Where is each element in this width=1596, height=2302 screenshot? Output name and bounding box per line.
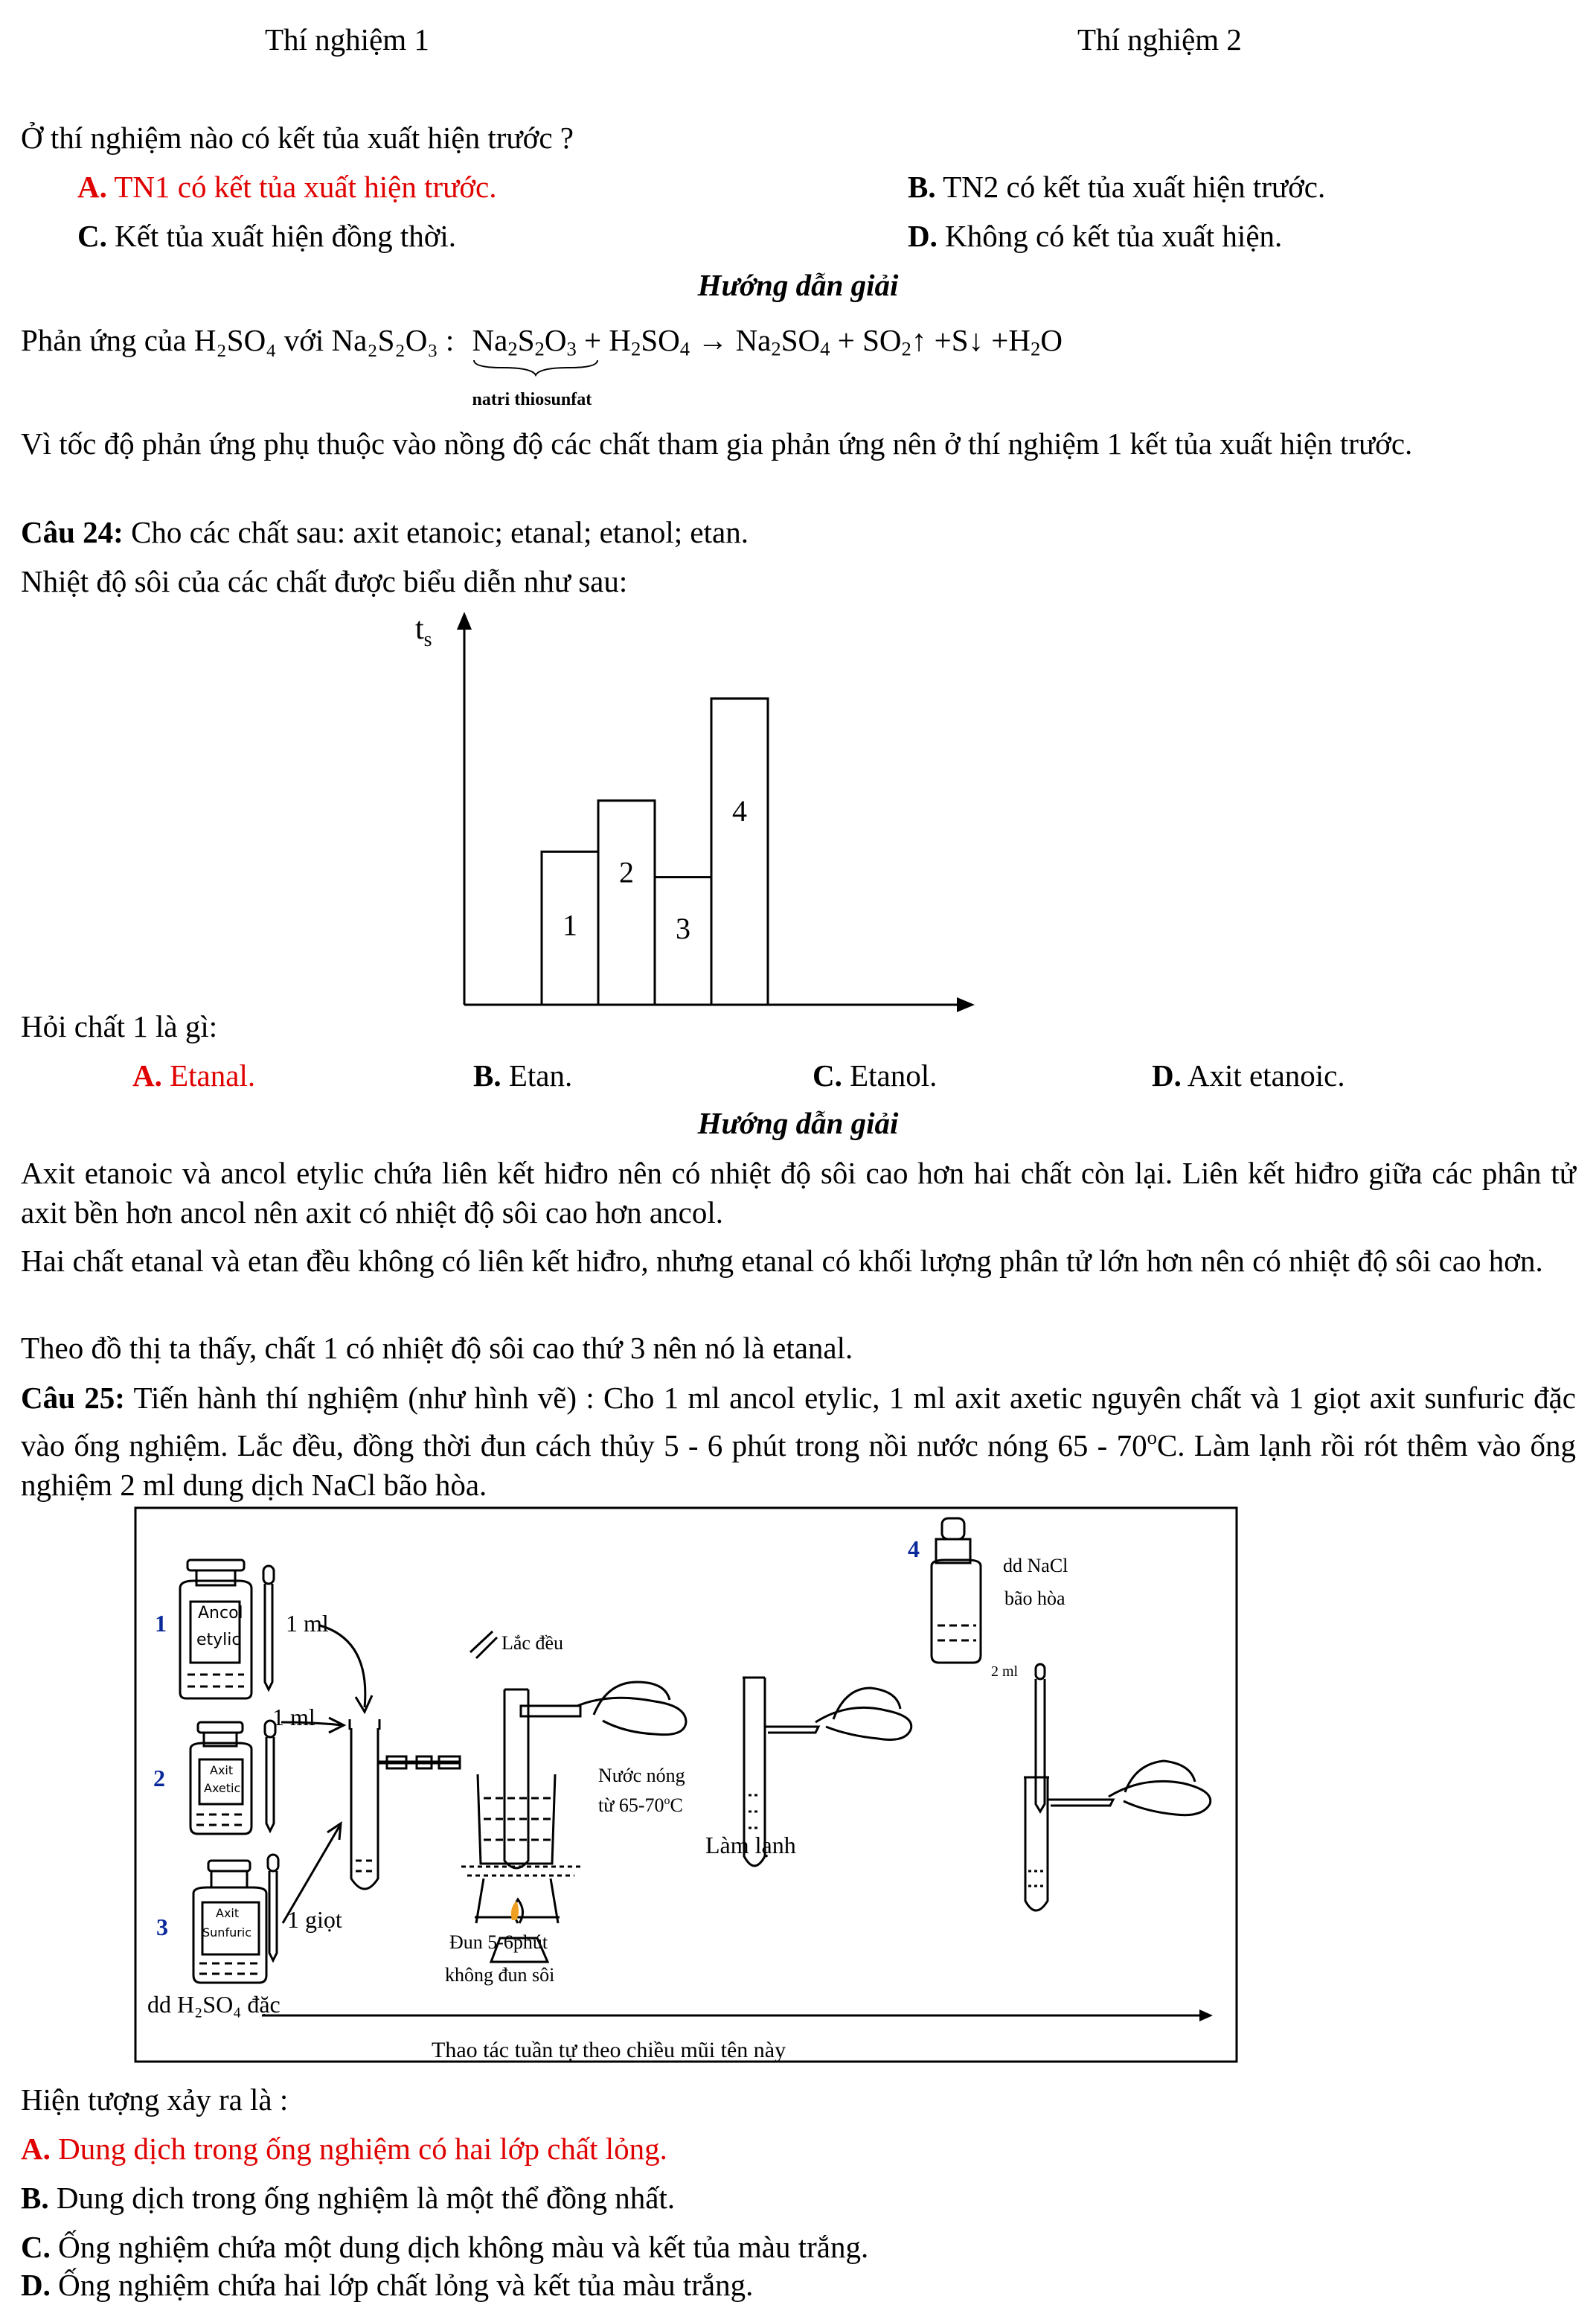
drop-label: 1 giọt — [287, 1906, 342, 1933]
chart-bar-label-3: 3 — [676, 911, 690, 945]
chart-bar-4 — [711, 699, 768, 1005]
chart-y-arrow — [457, 612, 472, 630]
acetic-acid-bottle-icon — [190, 1721, 275, 1834]
figure-num-2: 2 — [153, 1765, 165, 1791]
chart-axes — [457, 612, 975, 1012]
cool-label: Làm lạnh — [705, 1832, 796, 1858]
chart-bar-label-4: 4 — [732, 794, 747, 828]
header-exp1: Thí nghiệm 1 — [265, 22, 429, 57]
reaction-note: natri thiosunfat — [472, 390, 592, 409]
nacl-label-2: bão hòa — [1004, 1588, 1065, 1609]
h2so4-label-2: Sunfuric — [202, 1925, 252, 1940]
chart-bar-label-2: 2 — [619, 855, 634, 889]
heat-label-1: Đun 5-6phút — [449, 1931, 548, 1953]
nacl-ml-label: 2 ml — [991, 1663, 1019, 1680]
shake-mark-icon — [470, 1631, 497, 1658]
axit-label-1: Axit — [210, 1763, 234, 1777]
q25-option-d: D. Ống nghiệm chứa hai lớp chất lỏng và kết tủa màu trắng. — [21, 2268, 754, 2302]
acid-label: dd H₂SO₄ đặc — [147, 1991, 281, 2018]
q23-reaction: Phản ứng của H₂SO₄ với Na₂S₂O₃ : $Na_2S_2O_3$ natri thiosunfat + $H_2SO_4 \to Na_2SO_4$ + $SO_2↑$ +S↓ $+H_2O$ — [21, 322, 1063, 368]
chart-ylabel: $t_s$ — [415, 612, 432, 651]
q24-ask: Hỏi chất 1 là gì: — [21, 1009, 218, 1043]
q23-option-b: B. TN2 có kết tủa xuất hiện trước. — [908, 170, 1326, 204]
ancol-bottle-icon — [180, 1560, 274, 1698]
q23-explain: Vì tốc độ phản ứng phụ thuộc vào nồng độ các chất tham gia phản ứng nên ở thí nghiệm 1 kết tủa xuất hiện trước. — [21, 426, 1413, 461]
q24-explain-1: Axit etanoic và ancol etylic chứa liên kết hiđro nên có nhiệt độ sôi cao hơn hai chất còn lại. Liên kết hiđro giữa các phân tử axit bền hơn ancol nên axit có nhiệt độ sôi cao hơn ancol. — [21, 1156, 1576, 1230]
q25-option-a: A. Dung dịch trong ống nghiệm có hai lớp chất lỏng. — [21, 2132, 667, 2166]
q24-option-c: C. Etanol. — [813, 1058, 938, 1093]
q25-ask: Hiện tượng xảy ra là : — [21, 2082, 289, 2117]
q25-option-c: C. Ống nghiệm chứa một dung dịch không màu và kết tủa màu trắng. — [21, 2230, 869, 2264]
axit-label-2: Axetic — [204, 1781, 241, 1795]
header-exp2: Thí nghiệm 2 — [1077, 22, 1242, 57]
hot-label-2: từ 65-70$^o$C — [598, 1794, 683, 1816]
hot-label-1: Nước nóng — [598, 1765, 685, 1786]
q24-option-a: A. Etanal. — [132, 1058, 256, 1093]
ancol-label-2: etylic — [196, 1631, 241, 1649]
q25-option-b: B. Dung dịch trong ống nghiệm là một thể đồng nhất. — [21, 2181, 676, 2215]
figure-num-4: 4 — [908, 1535, 920, 1562]
final-tube-icon — [1024, 1761, 1211, 1911]
chart-x-arrow — [957, 997, 975, 1012]
q25-stem: Câu 25: Tiến hành thí nghiệm (như hình vẽ) : Cho 1 ml ancol etylic, 1 ml axit axetic nguyên chất và 1 giọt axit sunfuric đặc vào ống nghiệm. Lắc đều, đồng thời đun cách thủy 5 - 6 phút trong nồi nước nóng 65 - 70$^o$C. Làm lạnh rồi rót thêm vào ống nghiệm 2 ml dung dịch NaCl bão hòa. — [21, 1381, 1577, 1502]
heat-label-2: không đun sôi — [445, 1964, 555, 1986]
q24-stem: Câu 24: Cho các chất sau: axit etanoic; etanal; etanol; etan. — [21, 515, 749, 549]
ancol-label-1: Ancol — [198, 1604, 243, 1622]
figure-num-3: 3 — [156, 1913, 168, 1940]
q23-guide-title: Hướng dẫn giải — [697, 268, 899, 302]
experiment-figure — [134, 1506, 1238, 2063]
chart-bar-2 — [598, 801, 655, 1005]
q23-option-a: A. TN1 có kết tủa xuất hiện trước. — [77, 170, 497, 204]
q23-option-d: D. Không có kết tủa xuất hiện. — [908, 219, 1283, 253]
q24-guide-title: Hướng dẫn giải — [697, 1106, 899, 1140]
q24-option-d: D. Axit etanoic. — [1152, 1058, 1345, 1093]
chart-bars — [542, 699, 768, 1005]
q24-option-b: B. Etan. — [473, 1058, 573, 1093]
sequence-label: Thao tác tuần tự theo chiều mũi tên này — [432, 2038, 786, 2062]
q23-question: Ở thí nghiệm nào có kết tủa xuất hiện trước ? — [21, 121, 574, 155]
q23-option-c: C. Kết tủa xuất hiện đồng thời. — [77, 219, 457, 253]
shake-label: Lắc đều — [501, 1632, 564, 1654]
reaction-equation: $Na_2S_2O_3$ natri thiosunfat + $H_2SO_4 \to Na_2SO_4$ + $SO_2↑$ +S↓ $+H_2O$ — [472, 323, 1063, 357]
arrow-1-icon — [320, 1625, 365, 1707]
figure-num-1: 1 — [155, 1610, 167, 1637]
q24-explain-3: Theo đồ thị ta thấy, chất 1 có nhiệt độ sôi cao thứ 3 nên nó là etanal. — [21, 1331, 853, 1365]
q24-line2: Nhiệt độ sôi của các chất được biểu diễn như sau: — [21, 564, 628, 598]
q24-explain-2: Hai chất etanal và etan đều không có liên kết hiđro, nhưng etanal có khối lượng phân tử lớn hơn nên có nhiệt độ sôi cao hơn. — [21, 1244, 1543, 1278]
chart-bar-label-1: 1 — [563, 908, 577, 942]
h2so4-label-1: Axit — [216, 1906, 240, 1920]
boiling-point-chart — [387, 603, 982, 1020]
ml-label-1: 1 ml — [286, 1610, 329, 1637]
nacl-label-1: dd NaCl — [1003, 1555, 1068, 1576]
test-tube-icon — [350, 1719, 460, 1889]
ml-label-2: 1 ml — [272, 1704, 315, 1730]
